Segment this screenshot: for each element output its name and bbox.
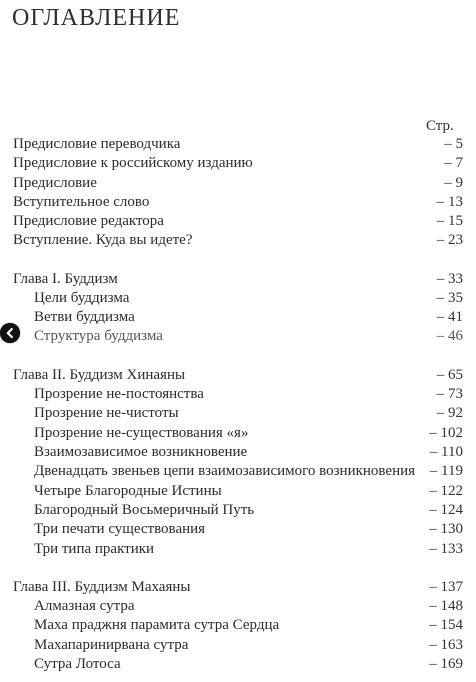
toc-entry-page: – 5 — [444, 136, 463, 152]
toc-subentry[interactable] — [34, 461, 463, 481]
toc-entry-label: Ветви буддизма — [34, 309, 135, 325]
toc-subentry[interactable] — [34, 423, 463, 443]
toc-subentry[interactable] — [34, 596, 463, 616]
toc-subentry[interactable] — [34, 288, 463, 308]
toc-entry-label: Прозрение не-чистоты — [34, 405, 179, 421]
toc-chapter[interactable] — [13, 365, 463, 385]
toc-subentry[interactable] — [34, 384, 463, 404]
toc-entry-label: Предисловие редактора — [13, 213, 164, 229]
toc-entry-page: – 65 — [436, 367, 463, 383]
toc-entry[interactable] — [13, 173, 463, 193]
toc-entry-label: Вступительное слово — [13, 194, 150, 210]
toc-entry-label: Три типа практики — [34, 541, 155, 557]
toc-entry-page: – 148 — [429, 598, 463, 614]
toc-subentry[interactable] — [34, 654, 463, 674]
page-title: ОГЛАВЛЕНИЕ — [12, 5, 181, 31]
toc-subentry[interactable] — [34, 481, 463, 501]
toc-entry-page: – 102 — [429, 425, 463, 441]
toc-entry-page: – 23 — [436, 232, 463, 248]
toc-entry-label: Прозрение не-постоянства — [34, 386, 204, 402]
toc-entry-page: – 13 — [436, 194, 463, 210]
toc-entry-page: – 110 — [429, 444, 463, 460]
toc-entry-page: – 46 — [436, 328, 463, 344]
toc-entry[interactable] — [13, 134, 463, 154]
toc-entry-page: – 130 — [429, 521, 463, 537]
previous-page-button[interactable] — [0, 323, 20, 343]
toc-subentry[interactable] — [34, 403, 463, 423]
toc-entry-label: Цели буддизма — [34, 290, 130, 306]
toc-entry-page: – 163 — [429, 637, 463, 653]
toc-entry-label: Структура буддизма — [34, 328, 163, 344]
toc-entry[interactable] — [13, 230, 463, 250]
toc-subentry[interactable] — [34, 635, 463, 655]
toc-entry-label: Вступление. Куда вы идете? — [13, 232, 193, 248]
toc-entry-label: Три печати существования — [34, 521, 206, 537]
toc-entry-label: Алмазная сутра — [34, 598, 135, 614]
toc-entry-label: Предисловие переводчика — [13, 136, 181, 152]
toc-entry-page: – 35 — [436, 290, 463, 306]
toc-entry-page: – 124 — [429, 502, 463, 518]
toc-subentry[interactable] — [34, 326, 463, 346]
toc-entry-page: – 137 — [429, 579, 463, 595]
toc-subentry[interactable] — [34, 539, 463, 559]
toc-entry-label: Предисловие к российскому изданию — [13, 155, 253, 171]
toc-entry-label: Глава III. Буддизм Махаяны — [13, 579, 191, 595]
toc-chapter[interactable] — [13, 269, 463, 289]
toc-entry-label: Сутра Лотоса — [34, 656, 121, 672]
toc-entry-page: – 122 — [429, 483, 463, 499]
page-column-header: Стр. — [426, 118, 454, 134]
toc-entry-page: – 73 — [436, 386, 463, 402]
toc-subentry[interactable] — [34, 519, 463, 539]
toc-entry-page: – 7 — [444, 155, 463, 171]
toc-subentry[interactable] — [34, 615, 463, 635]
toc-entry-page: – 33 — [436, 271, 463, 287]
toc-entry-page: – 15 — [436, 213, 463, 229]
toc-entry-page: – 133 — [429, 541, 463, 557]
toc-entry-page: – 41 — [436, 309, 463, 325]
chevron-left-icon — [4, 327, 16, 339]
toc-entry-label: Предисловие — [13, 175, 97, 191]
toc-entry-label: Четыре Благородные Истины — [34, 483, 222, 499]
toc-entry-label: Глава II. Буддизм Хинаяны — [13, 367, 186, 383]
toc-entry-label: Двенадцать звеньев цепи взаимозависимого возникновения — [34, 463, 416, 479]
toc-subentry[interactable] — [34, 500, 463, 520]
toc-entry[interactable] — [13, 153, 463, 173]
toc-entry-label: Благородный Восьмеричный Путь — [34, 502, 255, 518]
toc-entry-label: Взаимозависимое возникновение — [34, 444, 248, 460]
toc-entry-page: – 154 — [429, 617, 463, 633]
toc-entry-label: Махапаринирвана сутра — [34, 637, 189, 653]
toc-entry-label: Глава I. Буддизм — [13, 271, 118, 287]
toc-subentry[interactable] — [34, 442, 463, 462]
toc-chapter[interactable] — [13, 577, 463, 597]
toc-entry-page: – 92 — [436, 405, 463, 421]
toc-entry-page: – 169 — [429, 656, 463, 672]
toc-entry-page: – 119 — [429, 463, 463, 479]
toc-entry-label: Прозрение не-существования «я» — [34, 425, 249, 441]
toc-entry[interactable] — [13, 192, 463, 212]
toc-entry[interactable] — [13, 211, 463, 231]
toc-entry-label: Маха праджня парамита сутра Сердца — [34, 617, 280, 633]
toc-subentry[interactable] — [34, 307, 463, 327]
toc-entry-page: – 9 — [444, 175, 463, 191]
